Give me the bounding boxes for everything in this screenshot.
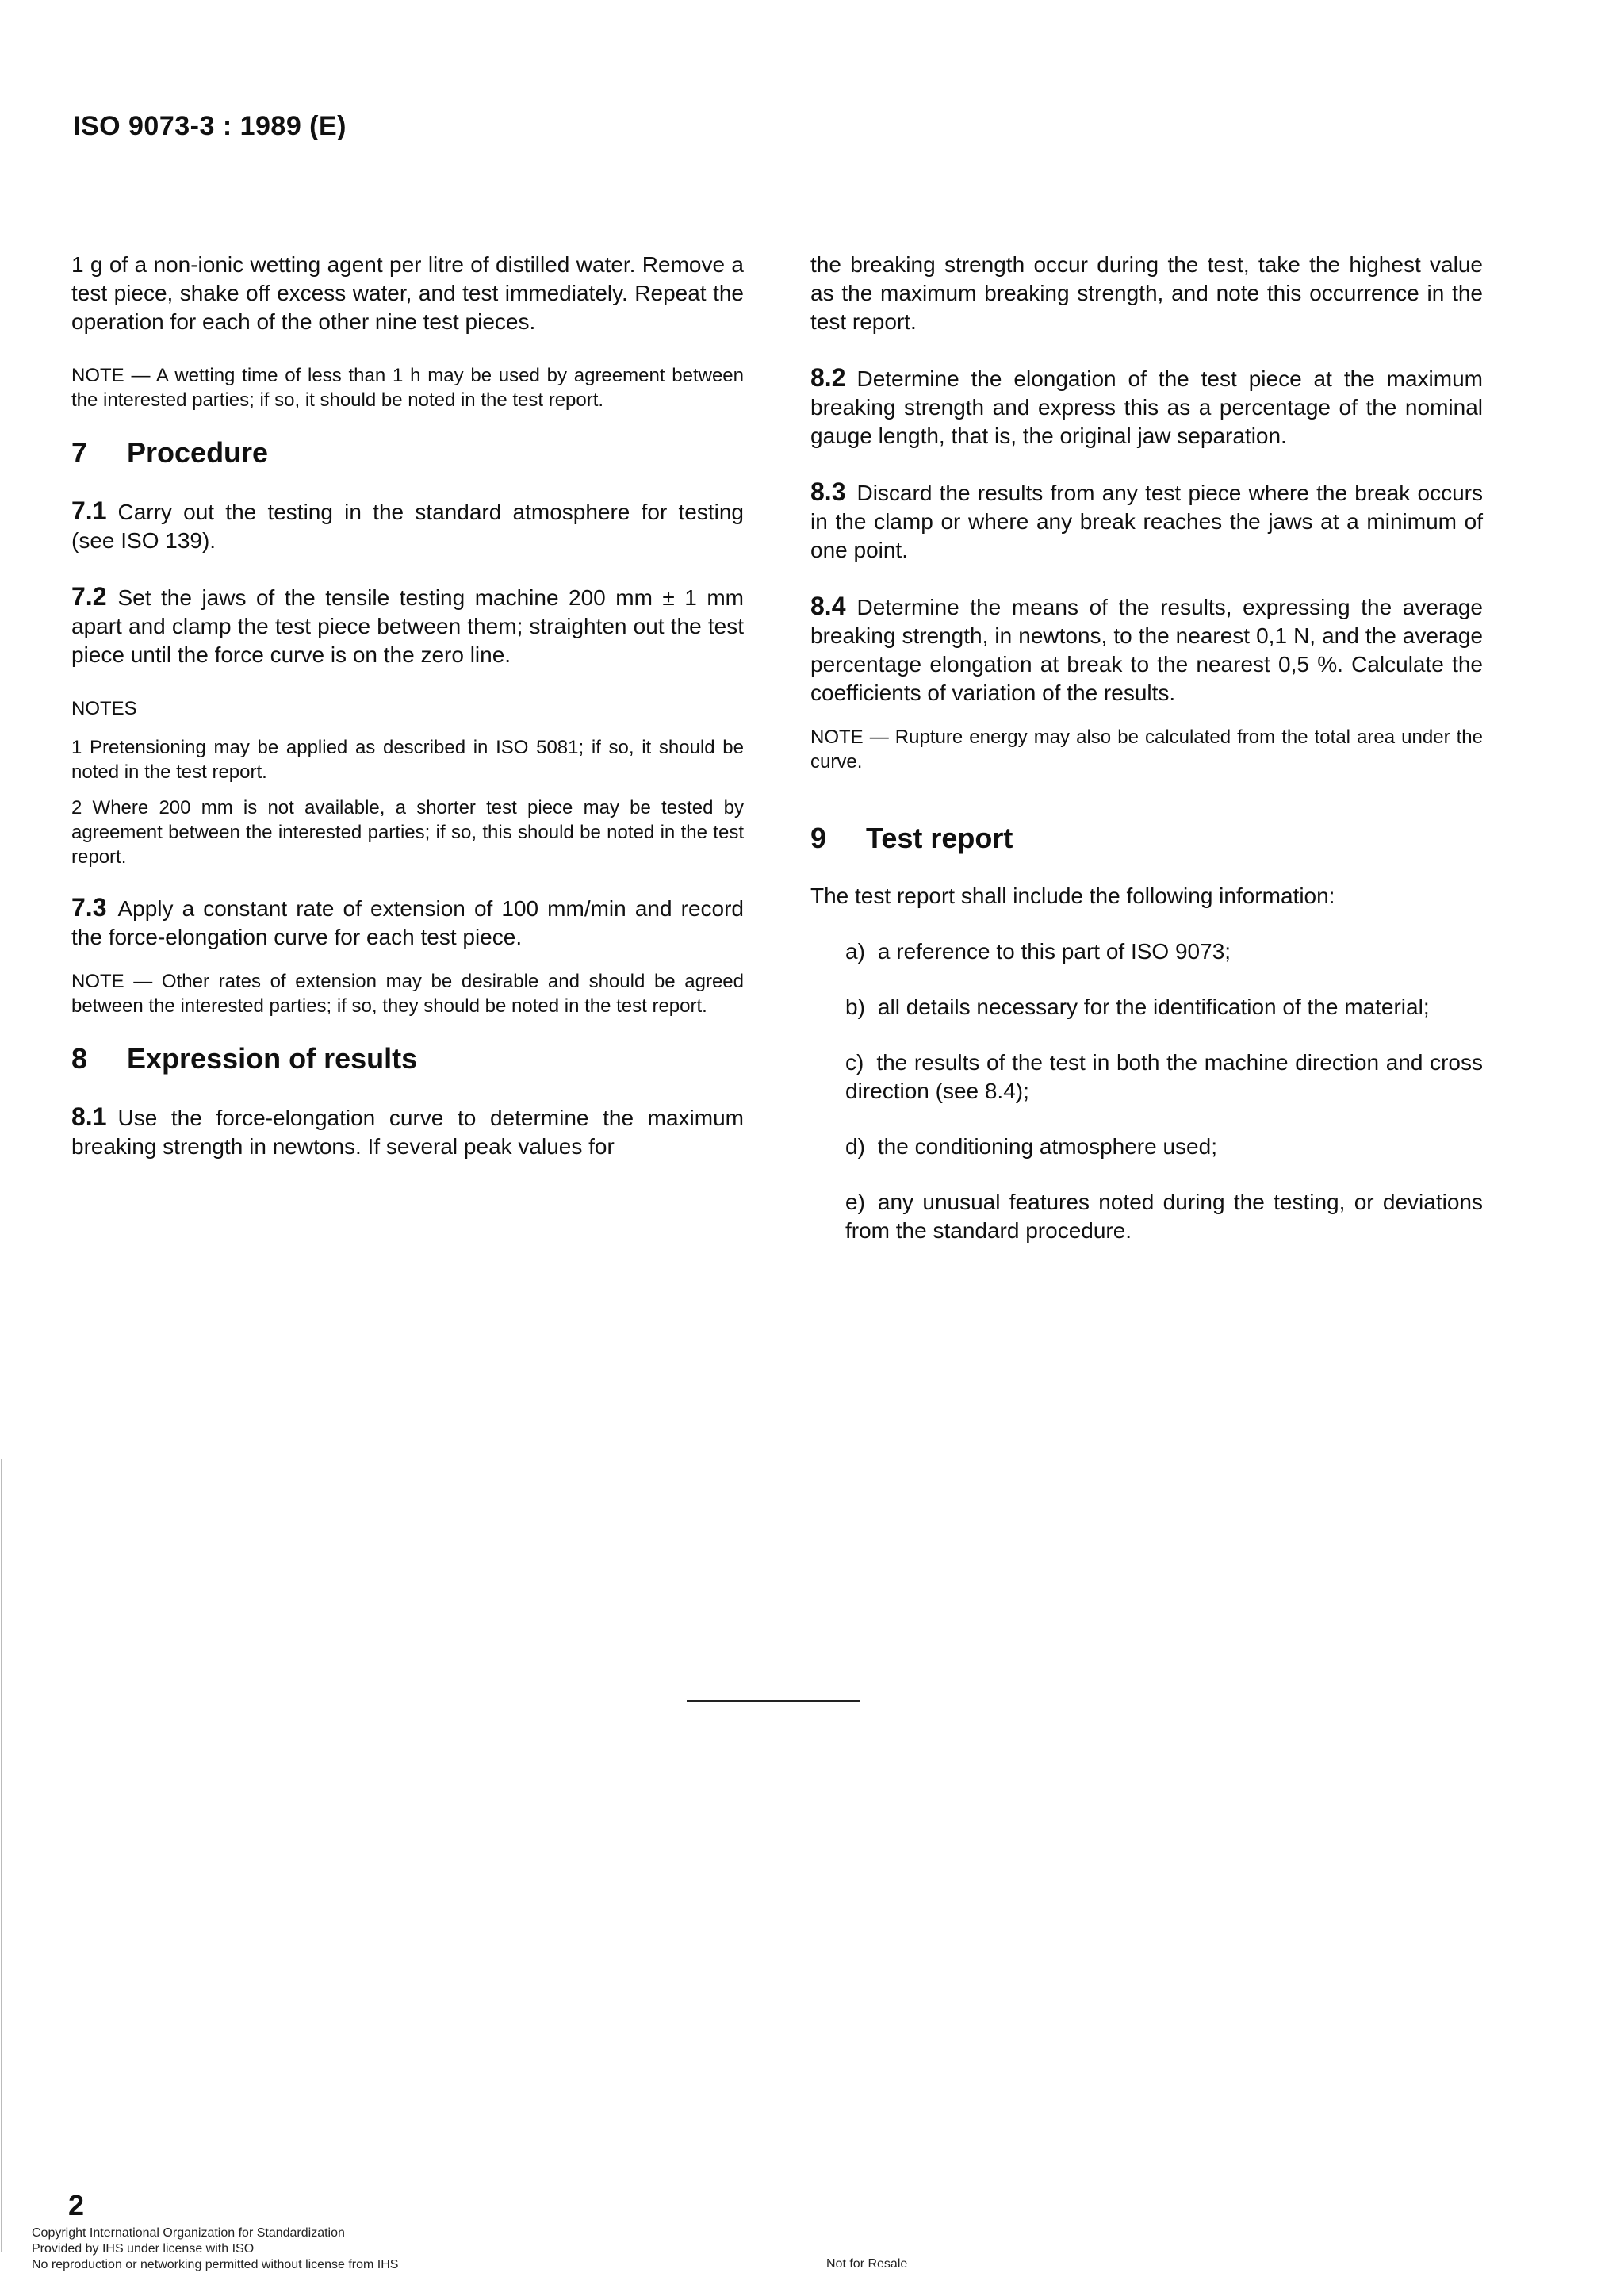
list-item [845,1133,1483,1161]
clause-8-4 [810,592,1483,707]
clause-number: 8.4 [810,592,846,620]
page-number: 2 [68,2189,85,2221]
note-item: 1 Pretensioning may be applied as described in ISO 5081; if so, it should be noted in the test report. [71,737,744,783]
clause-text: Determine the elongation of the test piece at the maximum breaking strength and express this as a percentage of the nominal gauge length, that is, the original jaw separation. [810,366,1483,448]
list-item [845,1188,1483,1245]
clause-text: Apply a constant rate of extension of 100 mm/min and record the force-elongation curve for each test piece. [71,896,744,949]
note: NOTE — Other rates of extension may be desirable and should be agreed between the interested parties; if so, they should be noted in the test report. [71,971,744,1017]
resale-notice: Not for Resale [826,2257,908,2271]
clause-number: 7.2 [71,582,107,611]
end-rule [687,1700,860,1702]
clause-8-1 [71,1102,744,1161]
list-marker: c) [845,1050,864,1075]
clause-number: 7.3 [71,893,107,922]
clause-number: 8.1 [71,1102,107,1131]
section-number: 7 [71,436,88,469]
section-title: Procedure [127,436,269,469]
list-text: a reference to this part of ISO 9073; [877,939,1231,964]
clause-number: 8.2 [810,363,846,392]
section-heading-9 [810,822,1483,855]
left-column [71,251,744,1188]
copyright-line: Provided by IHS under license with ISO [32,2242,255,2256]
right-column [810,251,1483,1272]
list-marker: e) [845,1190,865,1214]
section-heading-7 [71,436,744,470]
list-text: the conditioning atmosphere used; [877,1134,1217,1159]
clause-8-2 [810,363,1483,450]
scan-edge-line [1,1459,2,2252]
list-text: any unusual features noted during the testing, or deviations from the standard procedure. [845,1190,1483,1243]
clause-text: Carry out the testing in the standard atmosphere for testing (see ISO 139). [71,500,744,553]
clause-8-3 [810,477,1483,565]
section-title: Test report [866,822,1013,854]
clause-text: Discard the results from any test piece where the break occurs in the clamp or where any break reaches the jaws at a minimum of one point. [810,481,1483,562]
note: NOTE — Rupture energy may also be calculated from the total area under the curve. [810,726,1483,772]
clause-7-2 [71,582,744,669]
clause-text: Use the force-elongation curve to determine the maximum breaking strength in newtons. If several peak values for [71,1106,744,1159]
report-items-list [845,937,1483,1245]
list-item [845,937,1483,966]
list-text: the results of the test in both the machine direction and cross direction (see 8.4); [845,1050,1483,1103]
list-text: all details necessary for the identification of the material; [877,995,1430,1019]
section-number: 9 [810,822,827,854]
list-item [845,1048,1483,1106]
clause-text: Determine the means of the results, expressing the average breaking strength, in newtons, to the nearest 0,1 N, and the average percentage elongation at break to the nearest 0,5 %. Calculate the coefficients of variation of the results. [810,595,1483,705]
copyright-footer [32,2225,398,2273]
list-marker: b) [845,995,865,1019]
clause-number: 8.3 [810,477,846,506]
notes-label: NOTES [71,698,137,719]
page-header: ISO 9073-3 : 1989 (E) [73,111,347,141]
copyright-line: Copyright International Organization for Standardization [32,2226,345,2240]
clause-7-1 [71,496,744,555]
section-number: 8 [71,1042,88,1075]
section-heading-8 [71,1042,744,1075]
list-marker: a) [845,939,865,964]
list-marker: d) [845,1134,865,1159]
copyright-line: No reproduction or networking permitted without license from IHS [32,2258,399,2271]
note-item: 2 Where 200 mm is not available, a shorter test piece may be tested by agreement between the interested parties; if so, this should be noted in the test report. [71,797,744,868]
section-title: Expression of results [127,1042,418,1075]
paragraph: The test report shall include the following information: [810,884,1335,908]
paragraph: 1 g of a non-ionic wetting agent per litre of distilled water. Remove a test piece, shake off excess water, and test immediately. Repeat the operation for each of the other nine test pieces. [71,252,744,334]
clause-7-3 [71,893,744,952]
note: NOTE — A wetting time of less than 1 h may be used by agreement between the interested parties; if so, it should be noted in the test report. [71,365,744,411]
paragraph: the breaking strength occur during the test, take the highest value as the maximum breaking strength, and note this occurrence in the test report. [810,252,1483,334]
clause-text: Set the jaws of the tensile testing machine 200 mm ± 1 mm apart and clamp the test piece between them; straighten out the test piece until the force curve is on the zero line. [71,585,744,667]
list-item [845,993,1483,1022]
clause-number: 7.1 [71,496,107,525]
